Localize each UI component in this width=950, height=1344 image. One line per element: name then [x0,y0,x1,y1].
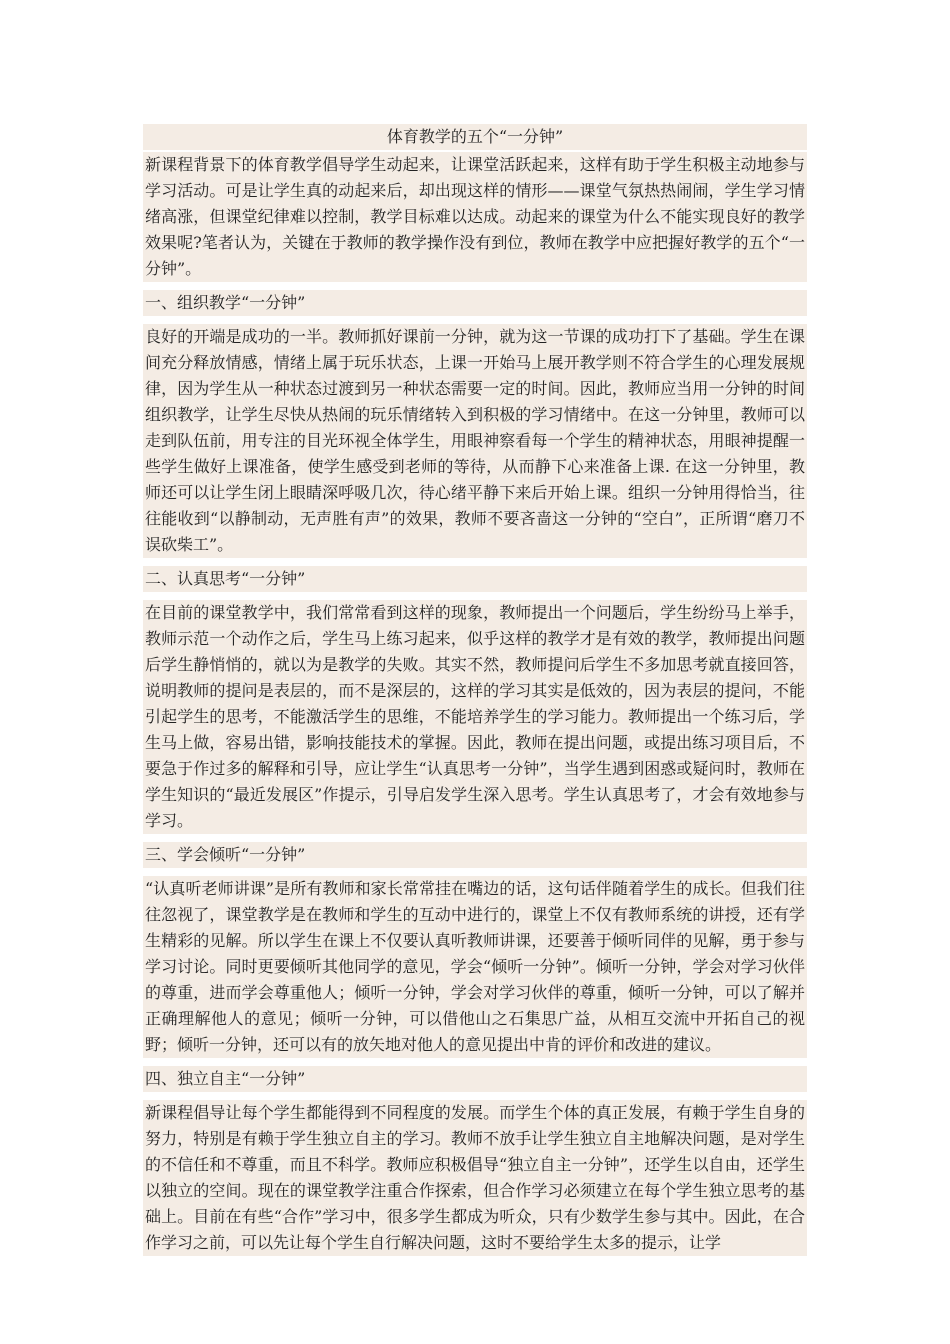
document-page [143,124,807,1256]
intro-paragraph: 新课程背景下的体育教学倡导学生动起来，让课堂活跃起来，这样有助于学生积极主动地参与学习活动。可是让学生真的动起来后，却出现这样的情形——课堂气氛热热闹闹，学生学习情绪高涨，但课堂纪律难以控制，教学目标难以达成。动起来的课堂为什么不能实现良好的教学效果呢?笔者认为，关键在于教师的教学操作没有到位，教师在教学中应把握好教学的五个“一分钟”。 [143,152,807,282]
section-heading-2: 二、认真思考“一分钟” [143,566,807,592]
section-heading-1: 一、组织教学“一分钟” [143,290,807,316]
section-body-1: 良好的开端是成功的一半。教师抓好课前一分钟，就为这一节课的成功打下了基础。学生在课间充分释放情感，情绪上属于玩乐状态，上课一开始马上展开教学则不符合学生的心理发展规律，因为学生从一种状态过渡到另一种状态需要一定的时间。因此，教师应当用一分钟的时间组织教学，让学生尽快从热闹的玩乐情绪转入到积极的学习情绪中。在这一分钟里，教师可以走到队伍前，用专注的目光环视全体学生，用眼神察看每一个学生的精神状态，用眼神提醒一些学生做好上课准备，使学生感受到老师的等待，从而静下心来准备上课. 在这一分钟里，教师还可以让学生闭上眼睛深呼吸几次，待心绪平静下来后开始上课。组织一分钟用得恰当，往往能收到“以静制动，无声胜有声”的效果，教师不要吝啬这一分钟的“空白”，正所谓“磨刀不误砍柴工”。 [143,324,807,558]
section-heading-3: 三、学会倾听“一分钟” [143,842,807,868]
section-body-2: 在目前的课堂教学中，我们常常看到这样的现象，教师提出一个问题后，学生纷纷马上举手，教师示范一个动作之后，学生马上练习起来，似乎这样的教学才是有效的教学，教师提出问题后学生静悄悄的，就以为是教学的失败。其实不然，教师提问后学生不多加思考就直接回答，说明教师的提问是表层的，而不是深层的，这样的学习其实是低效的，因为表层的提问，不能引起学生的思考，不能激活学生的思维，不能培养学生的学习能力。教师提出一个练习后，学生马上做，容易出错，影响技能技术的掌握。因此，教师在提出问题，或提出练习项目后，不要急于作过多的解释和引导，应让学生“认真思考一分钟”，当学生遇到困惑或疑问时，教师在学生知识的“最近发展区”作提示，引导启发学生深入思考。学生认真思考了，才会有效地参与学习。 [143,600,807,834]
section-body-3: “认真听老师讲课”是所有教师和家长常常挂在嘴边的话，这句话伴随着学生的成长。但我们往往忽视了，课堂教学是在教师和学生的互动中进行的，课堂上不仅有教师系统的讲授，还有学生精彩的见解。所以学生在课上不仅要认真听教师讲课，还要善于倾听同伴的见解，勇于参与学习讨论。同时更要倾听其他同学的意见，学会“倾听一分钟”。倾听一分钟，学会对学习伙伴的尊重，进而学会尊重他人；倾听一分钟，学会对学习伙伴的尊重，倾听一分钟，可以了解并正确理解他人的意见；倾听一分钟，可以借他山之石集思广益，从相互交流中开拓自己的视野；倾听一分钟，还可以有的放矢地对他人的意见提出中肯的评价和改进的建议。 [143,876,807,1058]
section-body-4: 新课程倡导让每个学生都能得到不同程度的发展。而学生个体的真正发展，有赖于学生自身的努力，特别是有赖于学生独立自主的学习。教师不放手让学生独立自主地解决问题，是对学生的不信任和不尊重，而且不科学。教师应积极倡导“独立自主一分钟”，还学生以自由，还学生以独立的空间。现在的课堂教学注重合作探索，但合作学习必须建立在每个学生独立思考的基础上。目前在有些“合作”学习中，很多学生都成为听众，只有少数学生参与其中。因此，在合作学习之前，可以先让每个学生自行解决问题，这时不要给学生太多的提示，让学 [143,1100,807,1256]
section-heading-4: 四、独立自主“一分钟” [143,1066,807,1092]
document-title: 体育教学的五个“一分钟” [143,124,807,150]
